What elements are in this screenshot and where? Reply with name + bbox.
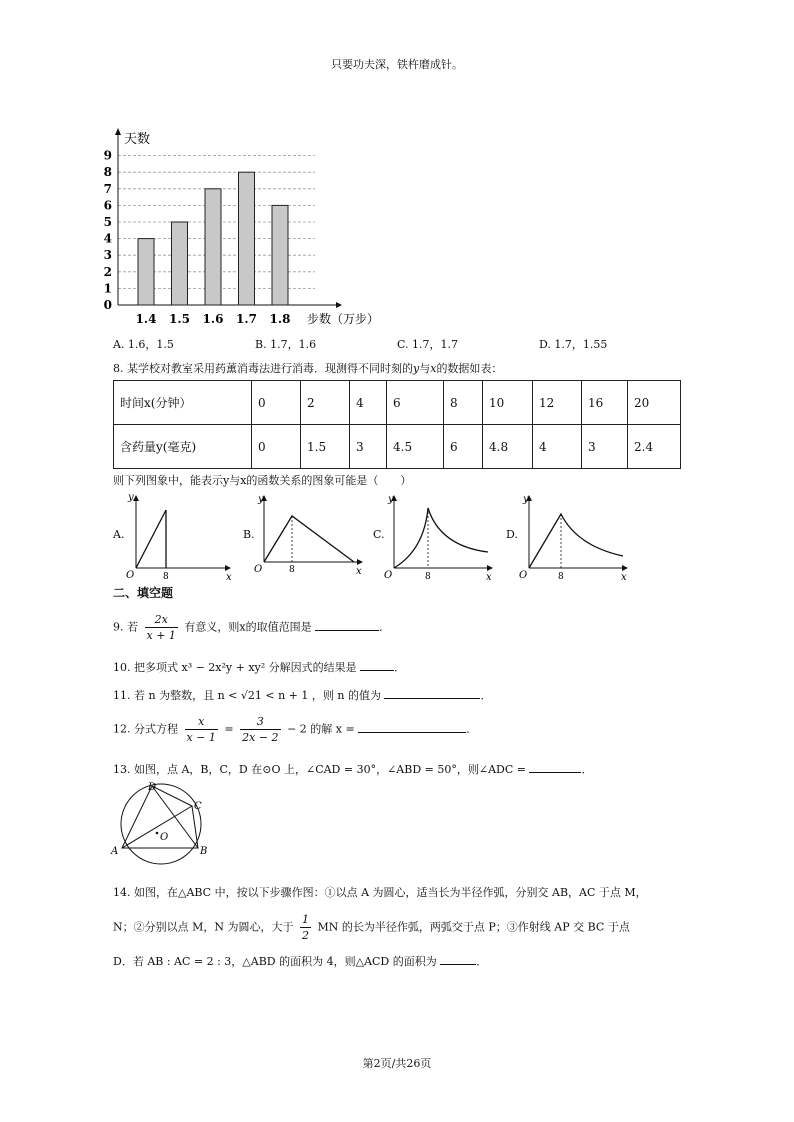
q13: 13. 如图，点 A，B，C，D 在⊙O 上，∠CAD = 30°，∠ABD = 50°，则∠ADC = ．: [113, 760, 592, 777]
y-tick-label: 0: [103, 298, 112, 312]
x-label: x: [356, 566, 362, 577]
curve-line: [394, 508, 488, 568]
x-label: x: [621, 572, 627, 583]
frac-num: 1: [302, 913, 310, 926]
answer-blank[interactable]: [358, 720, 466, 733]
graph-a[interactable]: [120, 490, 240, 582]
q8-stem-mid: 与: [419, 362, 431, 375]
table-cell: 6: [387, 381, 444, 425]
table-row-label: 含药量y(毫克): [114, 425, 252, 469]
x-axis-arrow: [336, 302, 342, 308]
label-o: O: [160, 832, 169, 843]
curve-rise: [136, 510, 166, 568]
y-tick-label: 7: [103, 181, 112, 196]
table-cell: 0: [252, 381, 301, 425]
q8-data-table: [113, 380, 681, 469]
q8-ask: 则下列图象中，能表示y与x的函数关系的图象可能是（ ）: [113, 474, 412, 487]
y-axis-title: 天数: [124, 132, 151, 147]
bar: [239, 172, 255, 305]
q10-text: 10. 把多项式 x³ − 2x²y + xy² 分解因式的结果是: [113, 661, 357, 674]
table-row-dose: [114, 425, 681, 469]
q9: 9. 若 $\frac{2x}{x + 1}$ 有意义，则x的取值范围是 ．: [113, 613, 391, 642]
graph-a-label[interactable]: A.: [113, 528, 125, 541]
x-axis-title: 步数（万步）: [307, 312, 380, 326]
frac-den: 2: [302, 929, 310, 942]
chord-bd: [152, 786, 198, 848]
option-b[interactable]: B. 1.7，1.6: [255, 338, 317, 351]
table-cell: 16: [582, 381, 628, 425]
table-cell: 12: [533, 381, 582, 425]
q12: 12. 分式方程 $\frac{x}{x - 1}$ = $\frac{3}{2x - 2}$ − 2 的解 x = ．: [113, 715, 478, 744]
q13-text: 13. 如图，点 A，B，C，D 在⊙O 上，∠CAD = 30°，∠ABD = 50°，则∠ADC =: [113, 763, 526, 776]
y-label: y: [128, 492, 134, 503]
table-cell: 10: [483, 381, 533, 425]
option-c[interactable]: C. 1.7，1.7: [397, 338, 459, 351]
table-cell: 2.4: [628, 425, 681, 469]
q12-fraction-right: [240, 714, 280, 745]
y-tick-label: 6: [103, 198, 112, 213]
y-label: y: [258, 494, 264, 505]
table-cell: 6: [444, 425, 483, 469]
graph-c[interactable]: [380, 490, 500, 582]
x-tick-label: 1.4: [135, 312, 157, 326]
q14-line2: [113, 912, 630, 943]
graph-d[interactable]: [515, 490, 635, 582]
q10: 10. 把多项式 x³ − 2x²y + xy² 分解因式的结果是 ．: [113, 658, 405, 675]
q11-text: 11. 若 n 为整数，且 n < √21 < n + 1 ，则 n 的值为: [113, 689, 381, 702]
option-a[interactable]: A. 1.6，1.5: [113, 338, 174, 351]
y-label: y: [388, 494, 394, 505]
answer-blank[interactable]: [315, 618, 379, 631]
frac-num: 3: [240, 714, 280, 730]
answer-blank[interactable]: [384, 686, 480, 699]
origin-label: O: [126, 570, 135, 581]
tick-label: 8: [289, 565, 295, 575]
tick-label: 8: [163, 572, 169, 582]
graph-b-label[interactable]: B.: [243, 528, 255, 541]
frac-den: 2x − 2: [242, 731, 279, 744]
x-tick-label: 1.8: [269, 312, 291, 326]
answer-blank[interactable]: [360, 658, 394, 671]
section-title: 二、填空题: [113, 586, 174, 600]
q12-post: − 2 的解 x =: [287, 722, 355, 736]
bar: [138, 239, 154, 305]
q8-stem-x: x: [430, 362, 437, 375]
q9-post: 有意义，则x的取值范围是: [184, 620, 312, 634]
q14-line3-text: D．若 AB : AC = 2 : 3，△ABD 的面积为 4，则△ACD 的面积为: [113, 955, 437, 968]
q14-line2-post: MN 的长为半径作弧，两弧交于点 P；③作射线 AP 交 BC 于点: [317, 920, 630, 934]
table-cell: 0: [252, 425, 301, 469]
table-cell: 2: [301, 381, 350, 425]
frac-den: x − 1: [186, 731, 216, 744]
origin-label: O: [384, 570, 393, 581]
q14-line1: 14. 如图，在△ABC 中，按以下步骤作图：①以点 A 为圆心，适当长为半径作弧，分别交 AB，AC 于点 M，: [113, 886, 647, 899]
origin-label: O: [519, 570, 528, 581]
y-tick-label: 2: [103, 264, 112, 279]
bar: [172, 222, 188, 305]
q14-line2-pre: N；②分别以点 M，N 为圆心，大于: [113, 920, 294, 934]
x-label: x: [226, 572, 232, 583]
label-d: D: [148, 782, 157, 793]
table-row-label: 时间x(分钟）: [114, 381, 252, 425]
circle-figure: [108, 778, 218, 864]
table-cell: 20: [628, 381, 681, 425]
q9-pre: 9. 若: [113, 620, 138, 634]
curve-line: [264, 516, 354, 562]
option-d[interactable]: D. 1.7，1.55: [539, 338, 608, 351]
graph-c-label[interactable]: C.: [373, 528, 385, 541]
y-tick-label: 9: [103, 148, 112, 163]
q8-stem-text: 8. 某学校对教室采用药薰消毒法进行消毒．现测得不同时刻的: [113, 362, 413, 375]
bar-chart: [100, 125, 380, 335]
label-a: A: [111, 846, 119, 857]
bar: [205, 189, 221, 305]
table-cell: 3: [582, 425, 628, 469]
table-cell: 4.8: [483, 425, 533, 469]
frac-num: x: [185, 714, 218, 730]
curve-line: [529, 514, 623, 568]
x-tick-label: 1.6: [202, 312, 224, 326]
y-tick-label: 4: [103, 231, 112, 246]
y-tick-label: 8: [103, 165, 112, 180]
center-dot: [156, 832, 159, 835]
half-fraction: [300, 912, 311, 943]
page-number: 第2页/共26页: [362, 1057, 432, 1070]
q8-stem: [113, 360, 502, 376]
table-row-time: [114, 381, 681, 425]
y-tick-label: 5: [103, 215, 112, 229]
q12-fraction-left: [185, 714, 218, 745]
answer-blank[interactable]: [440, 952, 476, 965]
graph-b[interactable]: [250, 490, 370, 582]
frac-den: x + 1: [146, 629, 176, 642]
origin-label: O: [254, 564, 263, 575]
y-label: y: [523, 494, 529, 505]
answer-blank[interactable]: [529, 760, 581, 773]
graph-d-label[interactable]: D.: [506, 528, 518, 541]
table-cell: 4: [533, 425, 582, 469]
table-cell: 3: [350, 425, 387, 469]
y-tick-label: 3: [103, 248, 112, 263]
q9-fraction: [145, 612, 178, 643]
table-cell: 1.5: [301, 425, 350, 469]
label-c: C: [194, 801, 202, 812]
frac-num: 2x: [145, 612, 178, 628]
q8-stem-end: 的数据如表：: [436, 362, 503, 375]
q12-pre: 12. 分式方程: [113, 722, 178, 736]
y-tick-label: 1: [103, 281, 112, 296]
x-tick-label: 1.5: [169, 312, 190, 326]
table-cell: 4: [350, 381, 387, 425]
table-cell: 8: [444, 381, 483, 425]
table-cell: 4.5: [387, 425, 444, 469]
y-axis-arrow: [115, 128, 121, 135]
q11: 11. 若 n 为整数，且 n < √21 < n + 1 ，则 n 的值为 ．: [113, 686, 491, 703]
bar: [272, 205, 288, 305]
x-tick-label: 1.7: [236, 312, 257, 326]
q14-line3: D．若 AB : AC = 2 : 3，△ABD 的面积为 4，则△ACD 的面积为 ．: [113, 952, 487, 969]
q12-eq: =: [224, 722, 234, 736]
x-label: x: [486, 572, 492, 583]
circle-o: [121, 784, 201, 864]
tick-label: 8: [558, 572, 564, 582]
label-b: B: [200, 846, 208, 857]
tick-label: 8: [425, 572, 431, 582]
page-header-motto: 只要功夫深，铁杵磨成针。: [331, 58, 463, 71]
q8-stem-y: y: [413, 362, 420, 375]
